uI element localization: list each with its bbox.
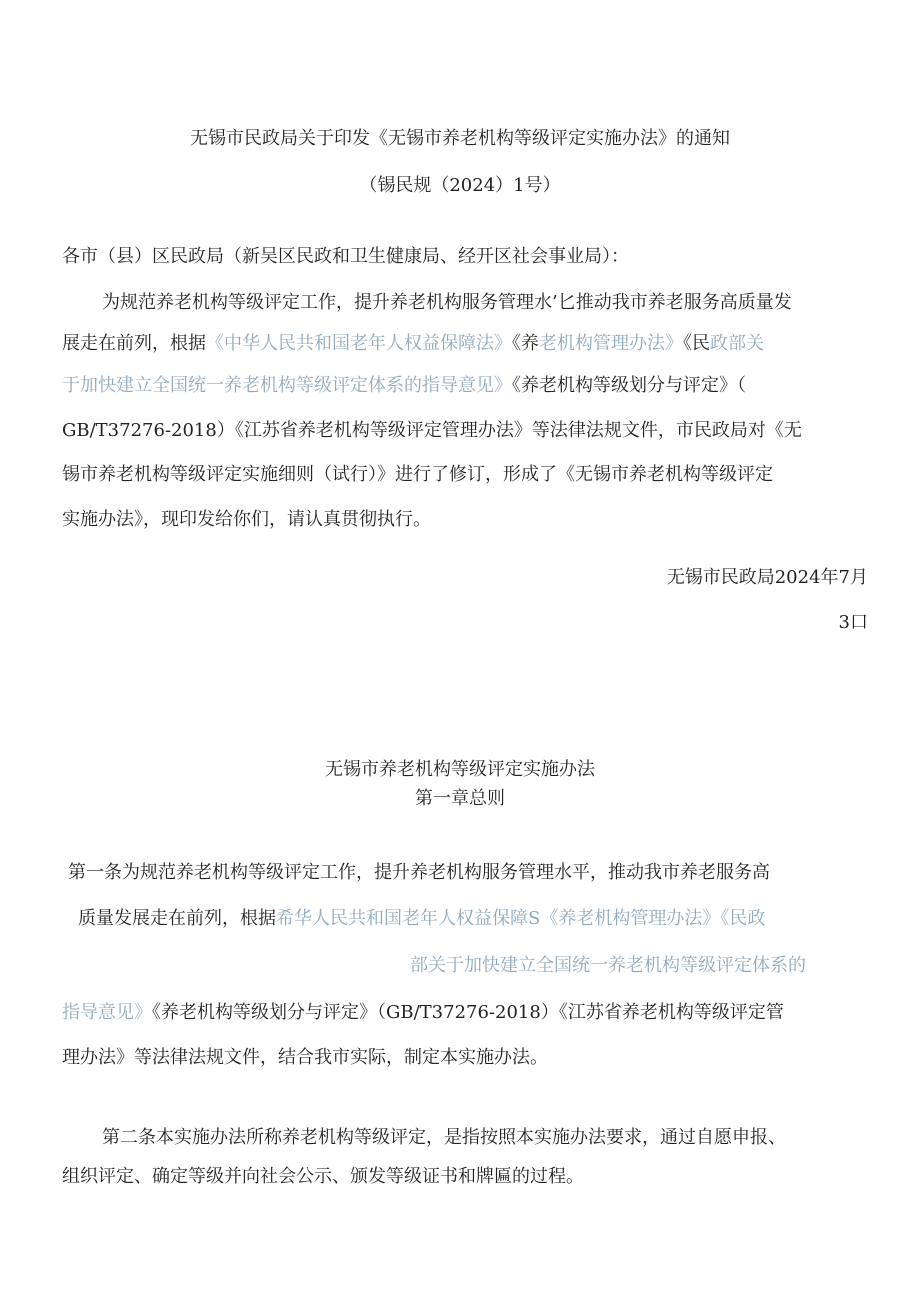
article-line: 理办法》等法律法规文件，结合我市实际，制定本实施办法。 [62,1047,548,1068]
signature: 无锡市民政局2024年7月 [666,567,868,588]
law-reference-link[interactable]: 《中华人民共和国老年人权益保障法》 [206,333,512,354]
article-line: 第二条本实施办法所称养老机构等级评定，是指按照本实施办法要求，通过自愿申报、 [102,1127,786,1148]
law-reference-link[interactable]: 部关于加快建立全国统一养老机构等级评定体系的 [410,955,806,976]
notice-body-line [62,331,764,357]
addressee: 各市（县）区民政局（新吴区民政和卫生健康局、经开区社会事业局）： [62,246,629,267]
chapter-heading: 第一章总则 [415,788,505,809]
law-reference-link[interactable]: 政部关 [710,333,764,354]
body-text: 《养 [512,333,539,354]
law-reference-link[interactable]: 指导意见》 [62,1002,152,1023]
law-reference-link[interactable]: 希华人民共和国老年人权益保障S《养老机构管理办法》《民政 [276,908,766,929]
body-text: 质量发展走在前列，根据 [78,908,276,929]
notice-body-line: 锡市养老机构等级评定实施细则（试行）》进行了修订，形成了《无锡市养老机构等级评定 [62,464,773,485]
notice-body-line: 实施办法》，现印发给你们，请认真贯彻执行。 [62,509,431,530]
notice-body-line [62,373,746,399]
article-line: 组织评定、确定等级并向社会公示、颁发等级证书和牌匾的过程。 [62,1166,584,1187]
document-number: （锡民规（2024）1号） [359,175,561,196]
notice-body-line: 为规范养老机构等级评定工作，提升养老机构服务管理水’匕推动我市养老服务高质量发 [102,292,792,313]
notice-title: 无锡市民政局关于印发《无锡市养老机构等级评定实施办法》的通知 [190,128,730,149]
article-line [78,906,765,932]
body-text: 《养老机构等级划分与评定》（GB/T37276-2018）《江苏省养老机构等级评定管 [152,1002,784,1023]
article-line: 第一条为规范养老机构等级评定工作，提升养老机构服务管理水平，推动我市养老服务高 [68,862,770,883]
body-text: 《民 [683,333,710,354]
body-text: 《养老机构等级划分与评定》（ [512,375,746,396]
law-reference-link[interactable]: 老机构管理办法》 [539,333,683,354]
law-reference-link[interactable]: 于加快建立全国统一养老机构等级评定体系的指导意见》 [62,375,512,396]
body-text: 展走在前列，根据 [62,333,206,354]
date-tail: 3口 [838,612,868,633]
measures-title: 无锡市养老机构等级评定实施办法 [325,759,595,780]
article-line [62,1000,784,1026]
notice-body-line: GB/T37276-2018）《江苏省养老机构等级评定管理办法》等法律法规文件，市民政局对《无 [62,420,802,441]
